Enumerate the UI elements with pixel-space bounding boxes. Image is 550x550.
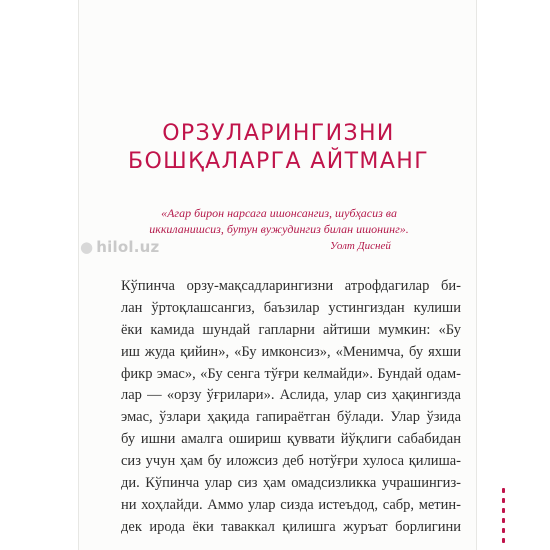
body-text bbox=[121, 276, 461, 539]
chapter-title-line-2: БОШҚАЛАРГА АЙТМАНГ bbox=[127, 149, 430, 174]
watermark-text: hilol.uz bbox=[96, 238, 160, 256]
body-line: Кўпинча орзу-мақсадларингизни атрофдагилар би- bbox=[121, 278, 461, 294]
page-edge-marker bbox=[502, 528, 505, 533]
body-line: сиз учун ҳам бу иложсиз деб нотўғри хулоса қилиша- bbox=[121, 453, 461, 470]
body-line: дек ирода ёки таваккал қилишга журъат борлигини bbox=[121, 518, 461, 535]
body-line: фикр эмас», «Бу сенга тўғри келмайди». Бундай одам- bbox=[121, 365, 461, 382]
epigraph-quote-line-1: «Агар бирон нарсага ишонсангиз, шубҳасиз ва bbox=[161, 206, 397, 220]
epigraph-author: Уолт Дисней bbox=[330, 240, 391, 252]
body-line: ди. Кўпинча улар сиз ҳам омадсизликка учрашингиз- bbox=[121, 475, 461, 492]
page-edge-marker bbox=[502, 538, 505, 543]
body-line: лар — «орзу ўғрилари». Аслида, улар сиз ҳақингизда bbox=[121, 387, 461, 404]
body-line: эмас, ўзлари ҳақида гапираётган бўлади. Улар ўзида bbox=[121, 409, 461, 426]
book-page bbox=[78, 0, 477, 550]
watermark bbox=[80, 238, 159, 256]
epigraph-quote-line-2: иккиланишсиз, бутун вужудингиз билан ишонинг». bbox=[149, 222, 409, 236]
page-edge-marker bbox=[502, 488, 505, 493]
page-edge-marker bbox=[502, 518, 505, 523]
body-line: бу ишни амалга ошириш қуввати йўқлиги сабабидан bbox=[121, 431, 461, 448]
watermark-dot-icon: ● bbox=[80, 238, 94, 256]
body-line: иш жуда қийин», «Бу имконсиз», «Менимча, бу яхши bbox=[121, 343, 461, 360]
page-edge-marker bbox=[502, 498, 505, 503]
chapter-title-line-1: ОРЗУЛАРИНГИЗНИ bbox=[162, 121, 395, 146]
body-line: ёки камида шундай гапларни айтиши мумкин: «Бу bbox=[121, 321, 461, 338]
body-line: ни хоҳлайди. Аммо улар сизда истеъдод, сабр, метин- bbox=[121, 496, 461, 513]
body-line: лан ўртоқлашсангиз, баъзилар устингиздан кулиши bbox=[121, 299, 461, 316]
page-edge-marker bbox=[502, 508, 505, 513]
